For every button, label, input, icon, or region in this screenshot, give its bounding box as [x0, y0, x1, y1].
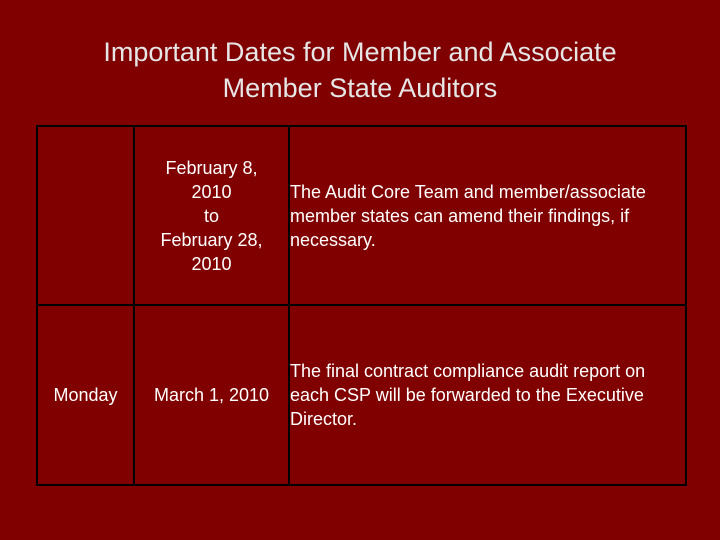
day-cell: Monday	[37, 305, 134, 485]
slide-title	[0, 34, 720, 106]
date-line: 2010	[191, 181, 232, 202]
slide-title-line-1: Important Dates for Member and Associate	[103, 37, 617, 67]
table-row	[37, 305, 686, 485]
description-cell: The Audit Core Team and member/associate member states can amend their findings, if necessary.	[289, 126, 686, 305]
table-row	[37, 126, 686, 305]
important-dates-table	[36, 125, 687, 486]
date-line: March 1, 2010	[153, 385, 270, 405]
slide-title-line-2: Member State Auditors	[222, 73, 498, 103]
date-cell	[134, 126, 289, 305]
date-cell	[134, 305, 289, 485]
description-cell: The final contract compliance audit report on each CSP will be forwarded to the Executive Director.	[289, 305, 686, 485]
date-line: 2010	[191, 253, 232, 274]
date-line: February 28,	[160, 229, 263, 250]
date-line: February 8,	[165, 157, 258, 178]
date-line: to	[203, 205, 219, 226]
day-cell	[37, 126, 134, 305]
